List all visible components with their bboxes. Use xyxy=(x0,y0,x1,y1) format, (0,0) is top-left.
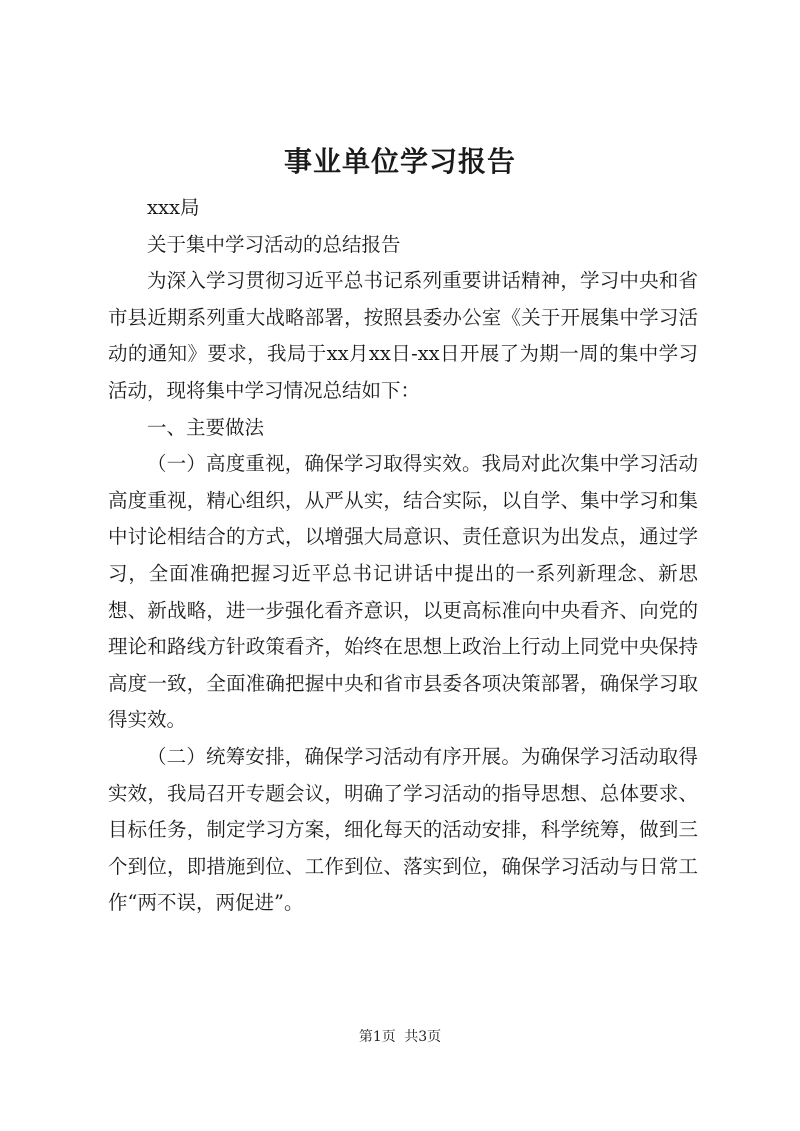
paragraph-department: xxx局 xyxy=(147,196,200,219)
page-title: 事业单位学习报告 xyxy=(283,145,516,178)
paragraph-intro: 为深入学习贯彻习近平总书记系列重要讲话精神，学习中央和省市县近期系列重大战略部署，按照县委办公室《关于开展集中学习活动的通知》要求，我局于xx月xx日-xx日开展了为期一周的集中学习活动，现将集中学习情况总结如下： xyxy=(108,269,698,402)
paragraph-subject: 关于集中学习活动的总结报告 xyxy=(147,232,401,256)
page-total: 共3页 xyxy=(404,1029,442,1045)
section-heading: 一、主要做法 xyxy=(147,415,265,439)
page-number: 第1页 xyxy=(358,1029,396,1045)
document-body xyxy=(108,190,698,922)
paragraph-point-2: （二）统筹安排，确保学习活动有序开展。为确保学习活动取得实效，我局召开专题会议，明确了学习活动的指导思想、总体要求、目标任务，制定学习方案，细化每天的活动安排，科学统筹，做到三个到位，即措施到位、工作到位、落实到位，确保学习活动与日常工作“两不误，两促进”。 xyxy=(108,744,698,915)
paragraph-point-1: （一）高度重视，确保学习取得实效。我局对此次集中学习活动高度重视，精心组织，从严从实，结合实际，以自学、集中学习和集中讨论相结合的方式，以增强大局意识、责任意识为出发点，通过学习，全面准确把握习近平总书记讲话中提出的一系列新理念、新思想、新战略，进一步强化看齐意识，以更高标准向中央看齐、向党的理论和路线方针政策看齐，始终在思想上政治上行动上同党中央保持高度一致，全面准确把握中央和省市县委各项决策部署，确保学习取得实效。 xyxy=(108,452,698,732)
page-footer xyxy=(0,1026,800,1046)
